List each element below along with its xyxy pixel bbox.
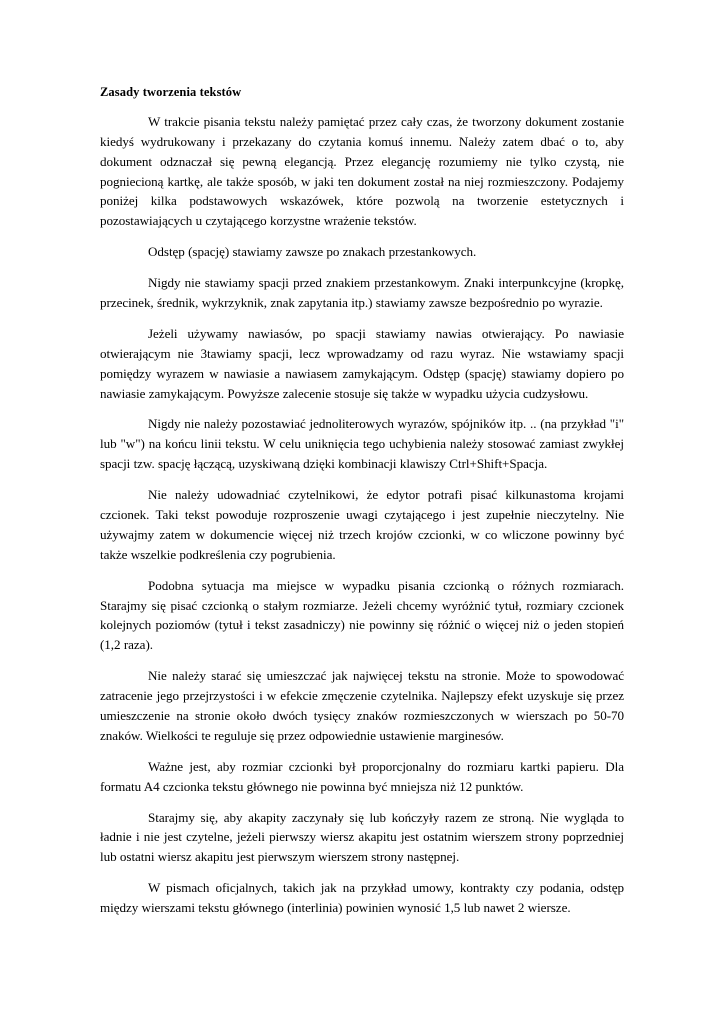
paragraph-2: Odstęp (spację) stawiamy zawsze po znakach przestankowych. (148, 244, 477, 260)
paragraph-8: Nie należy starać się umieszczać jak najwięcej tekstu na stronie. Może to spowodować zatracenie jego przejrzystości i w efekcie zmęczenie czytelnika. Najlepszy efekt uzyskuje się przez umieszczenie na stronie około dwóch tysięcy znaków rozmieszczonych w wierszach po 50-70 znaków. Wielkości te reguluje się przez odpowiednie ustawienie marginesów. (100, 668, 624, 743)
page-title: Zasady tworzenia tekstów (100, 85, 242, 99)
paragraph-6: Nie należy udowadniać czytelnikowi, że edytor potrafi pisać kilkunastoma krojami czcionek. Taki tekst powoduje rozproszenie uwagi czytającego i jest zupełnie nieczytelny. Nie używajmy zatem w dokumencie więcej niż trzech krojów czcionki, w co wliczone powinny być także wszelkie podkreślenia czy pogrubienia. (100, 487, 624, 562)
paragraph-9: Ważne jest, aby rozmiar czcionki był proporcjonalny do rozmiaru kartki papieru. Dla formatu A4 czcionka tekstu głównego nie powinna być mniejsza niż 12 punktów. (100, 758, 624, 794)
paragraph-10: Starajmy się, aby akapity zaczynały się lub kończyły razem ze stroną. Nie wygląda to ładnie i nie jest czytelne, jeżeli pierwszy wiersz akapitu jest ostatnim wierszem strony poprzedniej lub ostatni wiersz akapitu jest pierwszym wierszem strony następnej. (100, 809, 624, 865)
paragraph-3: Nigdy nie stawiamy spacji przed znakiem przestankowym. Znaki interpunkcyjne (kropkę, przecinek, średnik, wykrzyknik, znak zapytania itp.) stawiamy zawsze bezpośrednio po wyrazie. (100, 275, 624, 310)
paragraph-4: Jeżeli używamy nawiasów, po spacji stawiamy nawias otwierający. Po nawiasie otwierającym nie 3tawiamy spacji, lecz wprowadzamy od razu wyraz. Nie wstawiamy spacji pomiędzy wyrazem w nawiasie a nawiasem zamykającym. Odstęp (spację) stawiamy dopiero po nawiasie zamykającym. Powyższe zalecenie stosuje się także w wypadku użycia cudzysłowu. (100, 325, 624, 401)
paragraph-7: Podobna sytuacja ma miejsce w wypadku pisania czcionką o różnych rozmiarach. Starajmy się pisać czcionką o stałym rozmiarze. Jeżeli chcemy wyróżnić tytuł, rozmiary czcionek kolejnych poziomów (tytuł i tekst zasadniczy) nie powinny się różnić o więcej niż o jeden stopień (1,2 raza). (100, 577, 624, 653)
paragraph-11: W pismach oficjalnych, takich jak na przykład umowy, kontrakty czy podania, odstęp między wierszami tekstu głównego (interlinia) powinien wynosić 1,5 lub nawet 2 wiersze. (100, 880, 624, 916)
paragraph-1: W trakcie pisania tekstu należy pamiętać przez cały czas, że tworzony dokument zostanie kiedyś wydrukowany i przekazany do czytania komuś innemu. Należy zatem dbać o to, aby dokument odznaczał się pewną elegancją. Przez elegancję rozumiemy nie tylko czystą, nie pogniecioną kartkę, ale także sposób, w jaki ten dokument został na niej rozmieszczony. Podajemy poniżej kilka podstawowych wskazówek, które pozwolą na tworzenie estetycznych i pozostawiających u czytającego korzystne wrażenie tekstów. (100, 113, 624, 229)
paragraph-5: Nigdy nie należy pozostawiać jednoliterowych wyrazów, spójników itp. .. (na przykład "i" lub "w") na końcu linii tekstu. W celu uniknięcia tego uchybienia należy stosować zamiast zwykłej spacji tzw. spację łączącą, uzyskiwaną dzięki kombinacji klawiszy Ctrl+Shift+Spacja. (100, 416, 624, 472)
